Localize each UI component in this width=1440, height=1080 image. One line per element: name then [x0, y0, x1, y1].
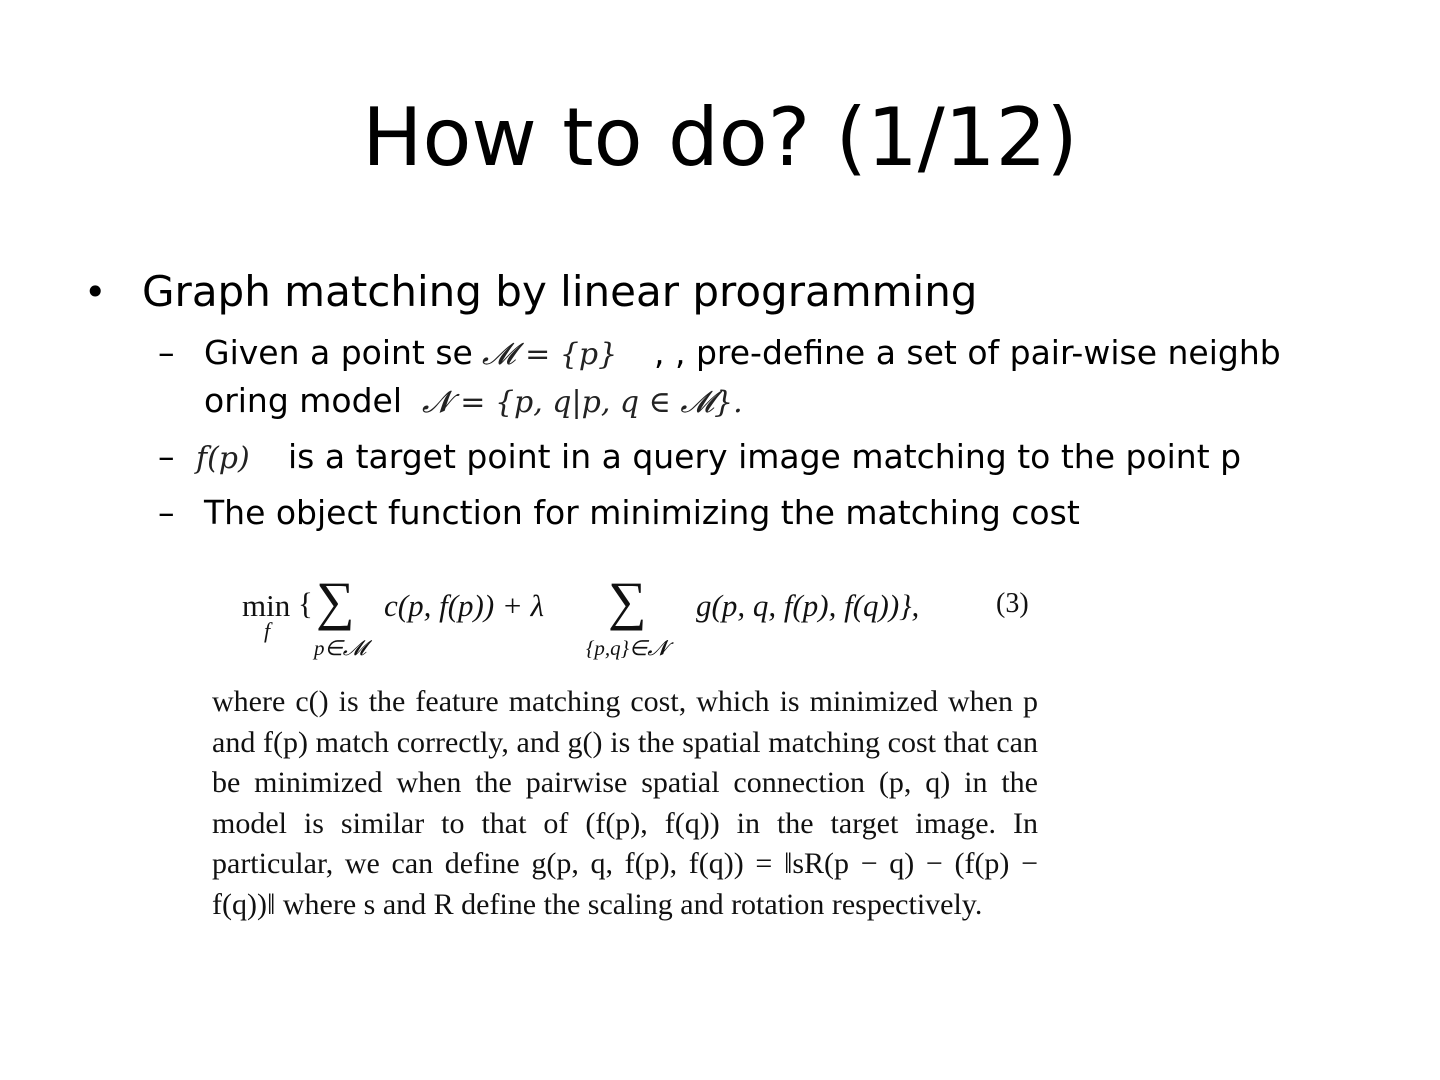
paper-paragraph: where c() is the feature matching cost, which is minimized when p and f(p) match correctly, and g() is the spatial matching cost that can be minimized when the pairwise spatial connection (p, q) in the model is similar to that of (f(p), f(q)) in the target image. In particular, we can define g(p, q, f(p), f(q)) = ‖sR(p − q) − (f(p) − f(q))‖ where s and R define the scaling and rotation respectively. — [212, 685, 1038, 921]
math-set-m: 𝓜 = {p} — [482, 337, 618, 372]
equation-3 — [212, 570, 1042, 680]
math-set-n: 𝓝 = {p, q|p, q ∈ 𝓜}. — [422, 385, 743, 420]
eq-term-1: c(p, f(p)) + λ — [384, 588, 545, 623]
sub-bullet-text-a: Given a point se — [204, 333, 473, 372]
eq-brace: { — [298, 586, 313, 621]
eq-sum-1: ∑ — [316, 571, 355, 631]
dash: – — [158, 437, 175, 476]
eq-sum-2-sub: {p,q}∈𝓝 — [586, 636, 668, 660]
dash: – — [158, 493, 175, 532]
paper-excerpt — [212, 570, 1042, 921]
eq-sum-2: ∑ — [608, 571, 647, 631]
bullet-text: Graph matching by linear programming — [142, 267, 978, 316]
slide-title: How to do? (1/12) — [362, 91, 1078, 184]
eq-min: min — [242, 588, 291, 623]
dash: – — [158, 333, 175, 372]
eq-term-2: g(p, q, f(p), f(q))}, — [696, 588, 920, 623]
sub-bullet-text: is a target point in a query image matching to the point p — [288, 437, 1242, 476]
eq-number: (3) — [996, 588, 1029, 619]
sub-bullet-text-b: , , pre-define a set of pair-wise neighb — [654, 333, 1281, 372]
sub-bullet-text-c: oring model — [204, 381, 403, 420]
eq-min-sub: f — [264, 618, 271, 643]
eq-sum-1-sub: p∈𝓜 — [314, 636, 367, 660]
sub-bullet-text: The object function for minimizing the matching cost — [204, 493, 1080, 532]
math-f-p: f(p) — [196, 441, 250, 476]
bullet-dot: • — [84, 270, 107, 314]
